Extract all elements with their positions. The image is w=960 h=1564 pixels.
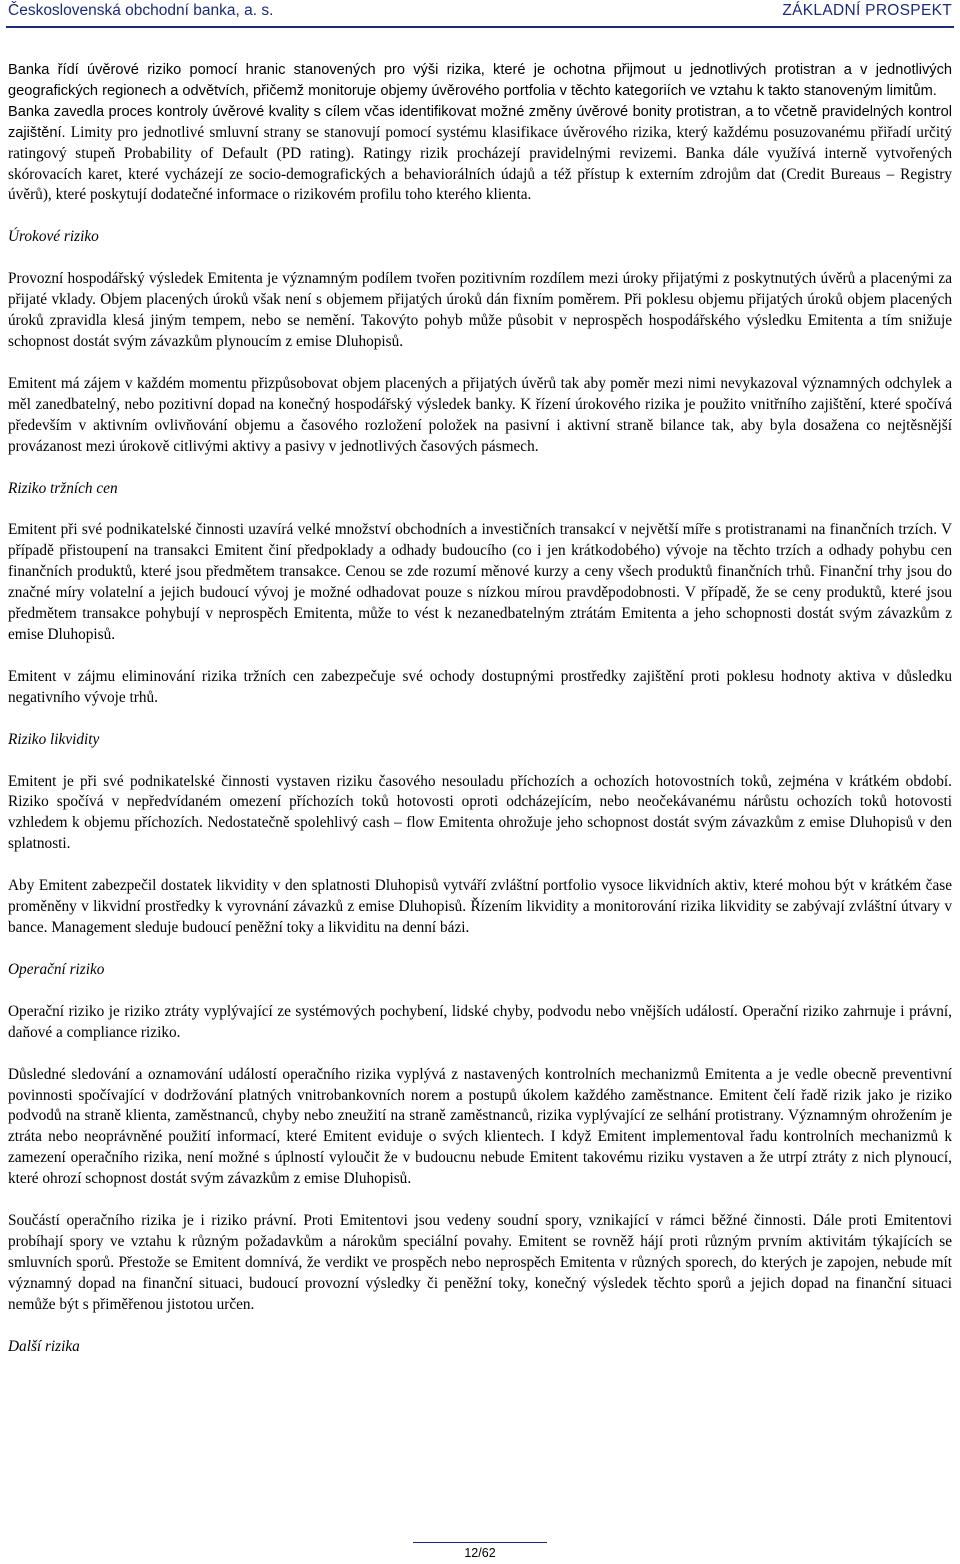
page-number: 12/62 — [464, 1546, 496, 1560]
issuer-name: Československá obchodní banka, a. s. — [8, 2, 274, 19]
paragraph — [8, 102, 952, 207]
page-header — [8, 2, 952, 24]
paragraph-continuation: Limity pro jednotlivé smluvní strany se stanovují pomocí systému klasifikace úvěrového rizika, který každému posuzovanému přiřadí určitý ratingový stupeň Probability of Default (PD rating). Ratingy rizik procházejí pravidelnými revizemi. Banka dále využívá interně vytvořených skórovacích karet, které vycházejí ze socio-demografických a behaviorálních údajů a též přístup k externím zdrojům dat (Credit Bureaus – Registry úvěrů), které poskytují dodatečné informace o rizikovém profilu toho kterého klienta. — [8, 123, 952, 204]
header-divider — [6, 26, 954, 28]
section-heading: Riziko likvidity — [8, 730, 100, 748]
paragraph: Provozní hospodářský výsledek Emitenta je významným podílem tvořen pozitivním rozdílem mezi úroky přijatými z poskytnutých úvěrů a placenými za přijaté vklady. Objem placených úroků však není s objemem přijatých úroků dán fixním poměrem. Při poklesu objemu přijatých úroků objem placených úroků zpravidla klesá jiným tempem, nebo se nemění. Takovýto pohyb může působit v neprospěch hospodářského výsledku Emitenta a tím snižuje schopnost dostát svým závazkům plynoucím z emise Dluhopisů. — [8, 270, 952, 350]
page-body — [8, 60, 952, 1358]
document-title: ZÁKLADNÍ PROSPEKT — [782, 2, 952, 19]
section-heading: Operační riziko — [8, 960, 105, 978]
paragraph: Banka řídí úvěrové riziko pomocí hranic stanovených pro výši rizika, které je ochotna přijmout u jednotlivých protistran a v jednotlivých geografických regionech a odvětvích, přičemž monitoruje objemy úvěrového portfolia v těchto kategoriích ve vztahu k takto stanoveným limitům. — [8, 62, 952, 99]
paragraph: Emitent v zájmu eliminování rizika tržních cen zabezpečuje své ochody dostupnými prostředky zajištění proti poklesu hodnoty aktiva v důsledku negativního vývoje trhů. — [8, 667, 952, 706]
paragraph: Aby Emitent zabezpečil dostatek likvidity v den splatnosti Dluhopisů vytváří zvláštní portfolio vysoce likvidních aktiv, které mohou být v krátkém čase proměněny v likvidní prostředky k vyrovnání závazků z emise Dluhopisů. Řízením likvidity a monitorování rizika likvidity se zabývají zvláštní útvary v bance. Management sleduje budoucí peněžní toky a likviditu na denní bázi. — [8, 877, 952, 936]
paragraph: Emitent je při své podnikatelské činnosti vystaven riziku časového nesouladu příchozích a ochozích hotovostních toků, zejména v krátkém období. Riziko spočívá v nepředvídaném omezení příchozích toků hotovosti oproti odcházejícím, nebo neočekávanému nárůstu ochozích toků hotovosti vzhledem k objemu příchozích. Nedostatečně spolehlivý cash – flow Emitenta ohrožuje jeho schopnost dostát svým závazkům z emise Dluhopisů v den splatnosti. — [8, 772, 952, 853]
paragraph-lead: Banka zavedla proces kontroly úvěrové kvality s cílem včas identifikovat možné změny úvěrové bonity protistran, a to včetně pravidelných kontrol zajištění. — [8, 103, 952, 141]
paragraph: Emitent při své podnikatelské činnosti uzavírá velké množství obchodních a investičních transakcí v největší míře s protistranami na finančních trzích. V případě přistoupení na transakci Emitent činí předpoklady a odhady budoucího (co i jen krátkodobého) vývoje na těchto trzích a odhady pohybu cen finančních produktů, které jsou předmětem transakce. Cenou se zde rozumí měnové kurzy a ceny všech produktů finančních trhů. Finanční trhy jsou do značné míry volatelní a jejich budoucí vývoj je možné odhadovat pouze s nízkou mírou pravděpodobnosti. V případě, že se ceny produktů, které jsou předmětem transakce pohybují v neprospěch Emitenta, může to vést k nezanedbatelným ztrátám Emitenta a jeho schopnosti dostát svým závazkům z emise Dluhopisů. — [8, 521, 952, 643]
paragraph: Důsledné sledování a oznamování událostí operačního rizika vyplývá z nastavených kontrolních mechanizmů Emitenta a je vedle obecně preventivní povinnosti spočívající v dodržování platných vnitrobankovních norem a postupů úkolem každého zaměstnance. Emitent čelí řadě rizik jako je riziko podvodů na straně klienta, zaměstnanců, chyby nebo zneužití na straně zaměstnanců, rizika vyplývající ze selhání protistrany. Významným ohrožením je ztráta nebo neoprávněné použití informací, které Emitent eviduje o svých klientech. I když Emitent implementoval řadu kontrolních mechanizmů k zamezení operačního rizika, není možné s úplností vyloučit že v budoucnu nebude Emitent takovému riziku vystaven a že utrpí ztráty z nich plynoucí, které ohrozí schopnost dostát svým závazkům z emise Dluhopisů. — [8, 1065, 952, 1188]
footer-divider — [413, 1542, 547, 1543]
paragraph: Součástí operačního rizika je i riziko právní. Proti Emitentovi jsou vedeny soudní spory, vznikající v rámci běžné činnosti. Dále proti Emitentovi probíhají spory ve vztahu k různým požadavkům a nárokům speciální povahy. Emitent se rovněž hájí proti různým prvním aktivitám týkajících se smluvních sporů. Přestože se Emitent domnívá, že verdikt ve prospěch nebo neprospěch Emitenta v různých sporech, do kterých je zapojen, nebude mít významný dopad na finanční situaci, budoucí provozní výsledky či peněžní toky, konečný výsledek těchto sporů a jejich dopad na finanční situaci nemůže být s přiměřenou jistotou určen. — [8, 1212, 952, 1313]
paragraph: Operační riziko je riziko ztráty vyplývající ze systémových pochybení, lidské chyby, podvodu nebo vnějších událostí. Operační riziko zahrnuje i právní, daňové a compliance riziko. — [8, 1002, 952, 1041]
paragraph: Emitent má zájem v každém momentu přizpůsobovat objem placených a přijatých úvěrů tak aby poměr mezi nimi nevykazoval významných odchylek a měl zanedbatelný, nebo pozitivní dopad na konečný hospodářský výsledek banky. K řízení úrokového rizika je použito vnitřního zajištění, které spočívá především v aktivním ovlivňování objemu a časového rozložení položek na pasivní i aktivní straně bilance tak, aby byla dosažena co nejtěsnější provázanost mezi úrokově citlivými aktivy a pasivy v jednotlivých časových pásmech. — [8, 374, 952, 455]
section-heading: Další rizika — [8, 1337, 80, 1355]
section-heading: Úrokové riziko — [8, 228, 99, 246]
section-heading: Riziko tržních cen — [8, 479, 118, 497]
